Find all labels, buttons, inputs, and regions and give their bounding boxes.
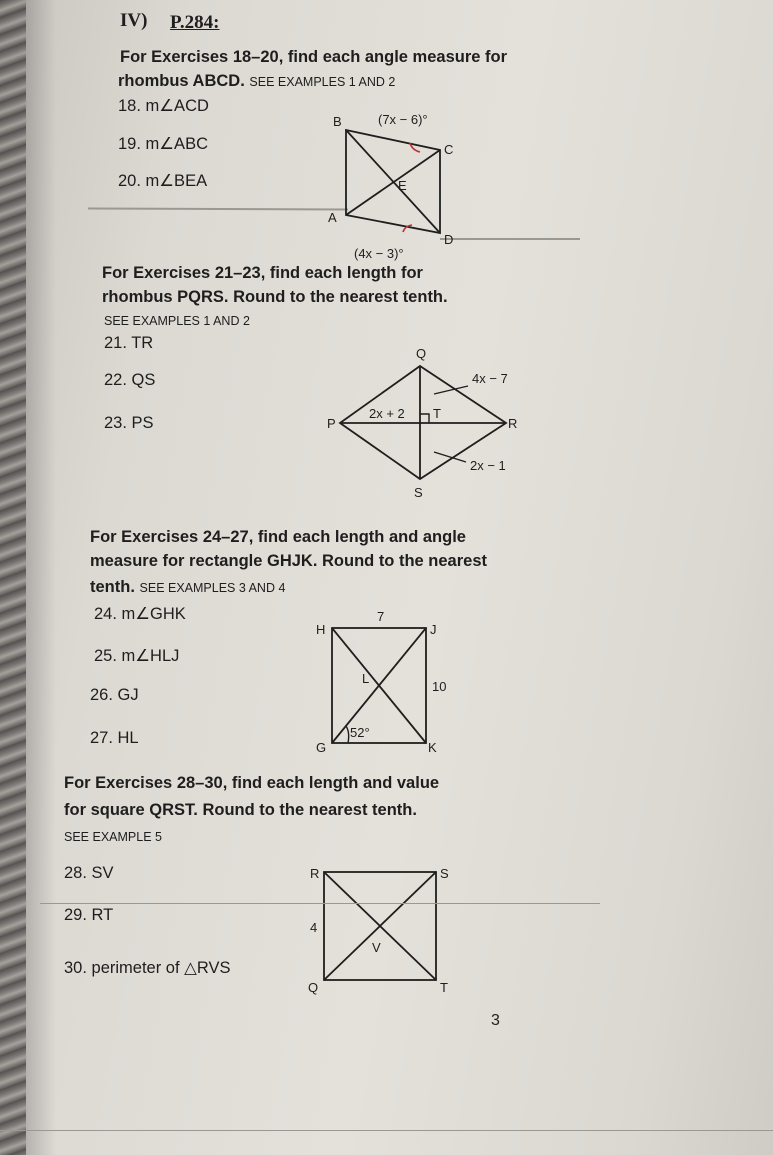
label-v: V [372,940,381,955]
label-ts-length: 2x − 1 [470,458,506,473]
label-e: E [398,178,407,193]
angle-mark-52 [346,726,349,743]
label-pt-length: 2x + 2 [369,406,405,421]
label-b: B [333,114,342,129]
label-qt-length: 4x − 7 [472,371,508,386]
diagonal-ac [346,150,440,215]
label-t: T [433,406,441,421]
rectangle-ghjk-figure [332,628,426,743]
label-k: K [428,740,437,755]
ghjk-see-examples: SEE EXAMPLES 3 AND 4 [139,581,286,595]
label-p: P [327,416,336,431]
label-side-length: 10 [432,679,447,694]
label-t-square: T [440,980,448,995]
exercise-30: 30. perimeter of △RVS [64,959,231,977]
ghjk-intro-line-1: For Exercises 24–27, find each length and angle [90,528,466,546]
square-qrst-figure [324,872,436,980]
qrst-intro-line-1: For Exercises 28–30, find each length and value [64,774,440,792]
ruled-line-3 [40,903,600,904]
qrst-intro-line-2: for square QRST. Round to the nearest tenth. [64,801,417,819]
label-r: R [508,416,518,431]
label-side-4: 4 [310,920,318,935]
label-q-square: Q [308,980,319,995]
exercise-19: 19. m∠ABC [118,135,208,153]
ruled-line-bottom [0,1130,773,1131]
exercise-20: 20. m∠BEA [118,172,208,190]
label-r-square: R [310,866,320,881]
abcd-see-examples: SEE EXAMPLES 1 AND 2 [249,75,396,89]
abcd-intro-text: rhombus ABCD. [118,72,245,90]
page-reference: P.284: [170,12,220,33]
exercise-29: 29. RT [64,906,114,924]
exercise-26: 26. GJ [90,686,139,704]
pqrs-intro-line-2: rhombus PQRS. Round to the nearest tenth. [102,288,448,306]
label-d: D [444,232,454,247]
exercise-27: 27. HL [90,729,139,747]
label-q: Q [416,346,427,361]
label-angle-52: 52° [350,725,370,740]
label-top-length: 7 [377,609,385,624]
label-g: G [316,740,327,755]
abcd-intro-line-1: For Exercises 18–20, find each angle measure for [120,48,508,66]
ghjk-intro-text: tenth. [90,578,135,596]
label-s-square: S [440,866,449,881]
exercise-24: 24. m∠GHK [94,605,186,623]
page-number: 3 [491,1012,500,1029]
exercise-21: 21. TR [104,334,154,352]
ghjk-intro-line-2: measure for rectangle GHJK. Round to the nearest [90,552,488,570]
label-angle-top: (7x − 6)° [378,112,428,127]
exercise-22: 22. QS [104,371,156,389]
section-roman-numeral: IV) [120,10,148,31]
label-s: S [414,485,423,500]
exercise-23: 23. PS [104,414,154,432]
pqrs-intro-line-1: For Exercises 21–23, find each length for [102,264,423,282]
qrst-see-examples: SEE EXAMPLE 5 [64,830,162,844]
right-angle-mark [420,414,429,423]
exercise-25: 25. m∠HLJ [94,647,180,665]
label-c: C [444,142,454,157]
pqrs-see-examples: SEE EXAMPLES 1 AND 2 [104,314,250,328]
label-l: L [362,671,370,686]
ghjk-intro-line-3 [90,578,285,597]
exercise-28: 28. SV [64,864,114,882]
rhombus-abcd-figure [346,130,440,233]
label-h: H [316,622,326,637]
label-angle-bottom: (4x − 3)° [354,246,404,261]
exercise-18: 18. m∠ACD [118,97,209,115]
label-a: A [328,210,337,225]
label-j: J [430,622,437,637]
